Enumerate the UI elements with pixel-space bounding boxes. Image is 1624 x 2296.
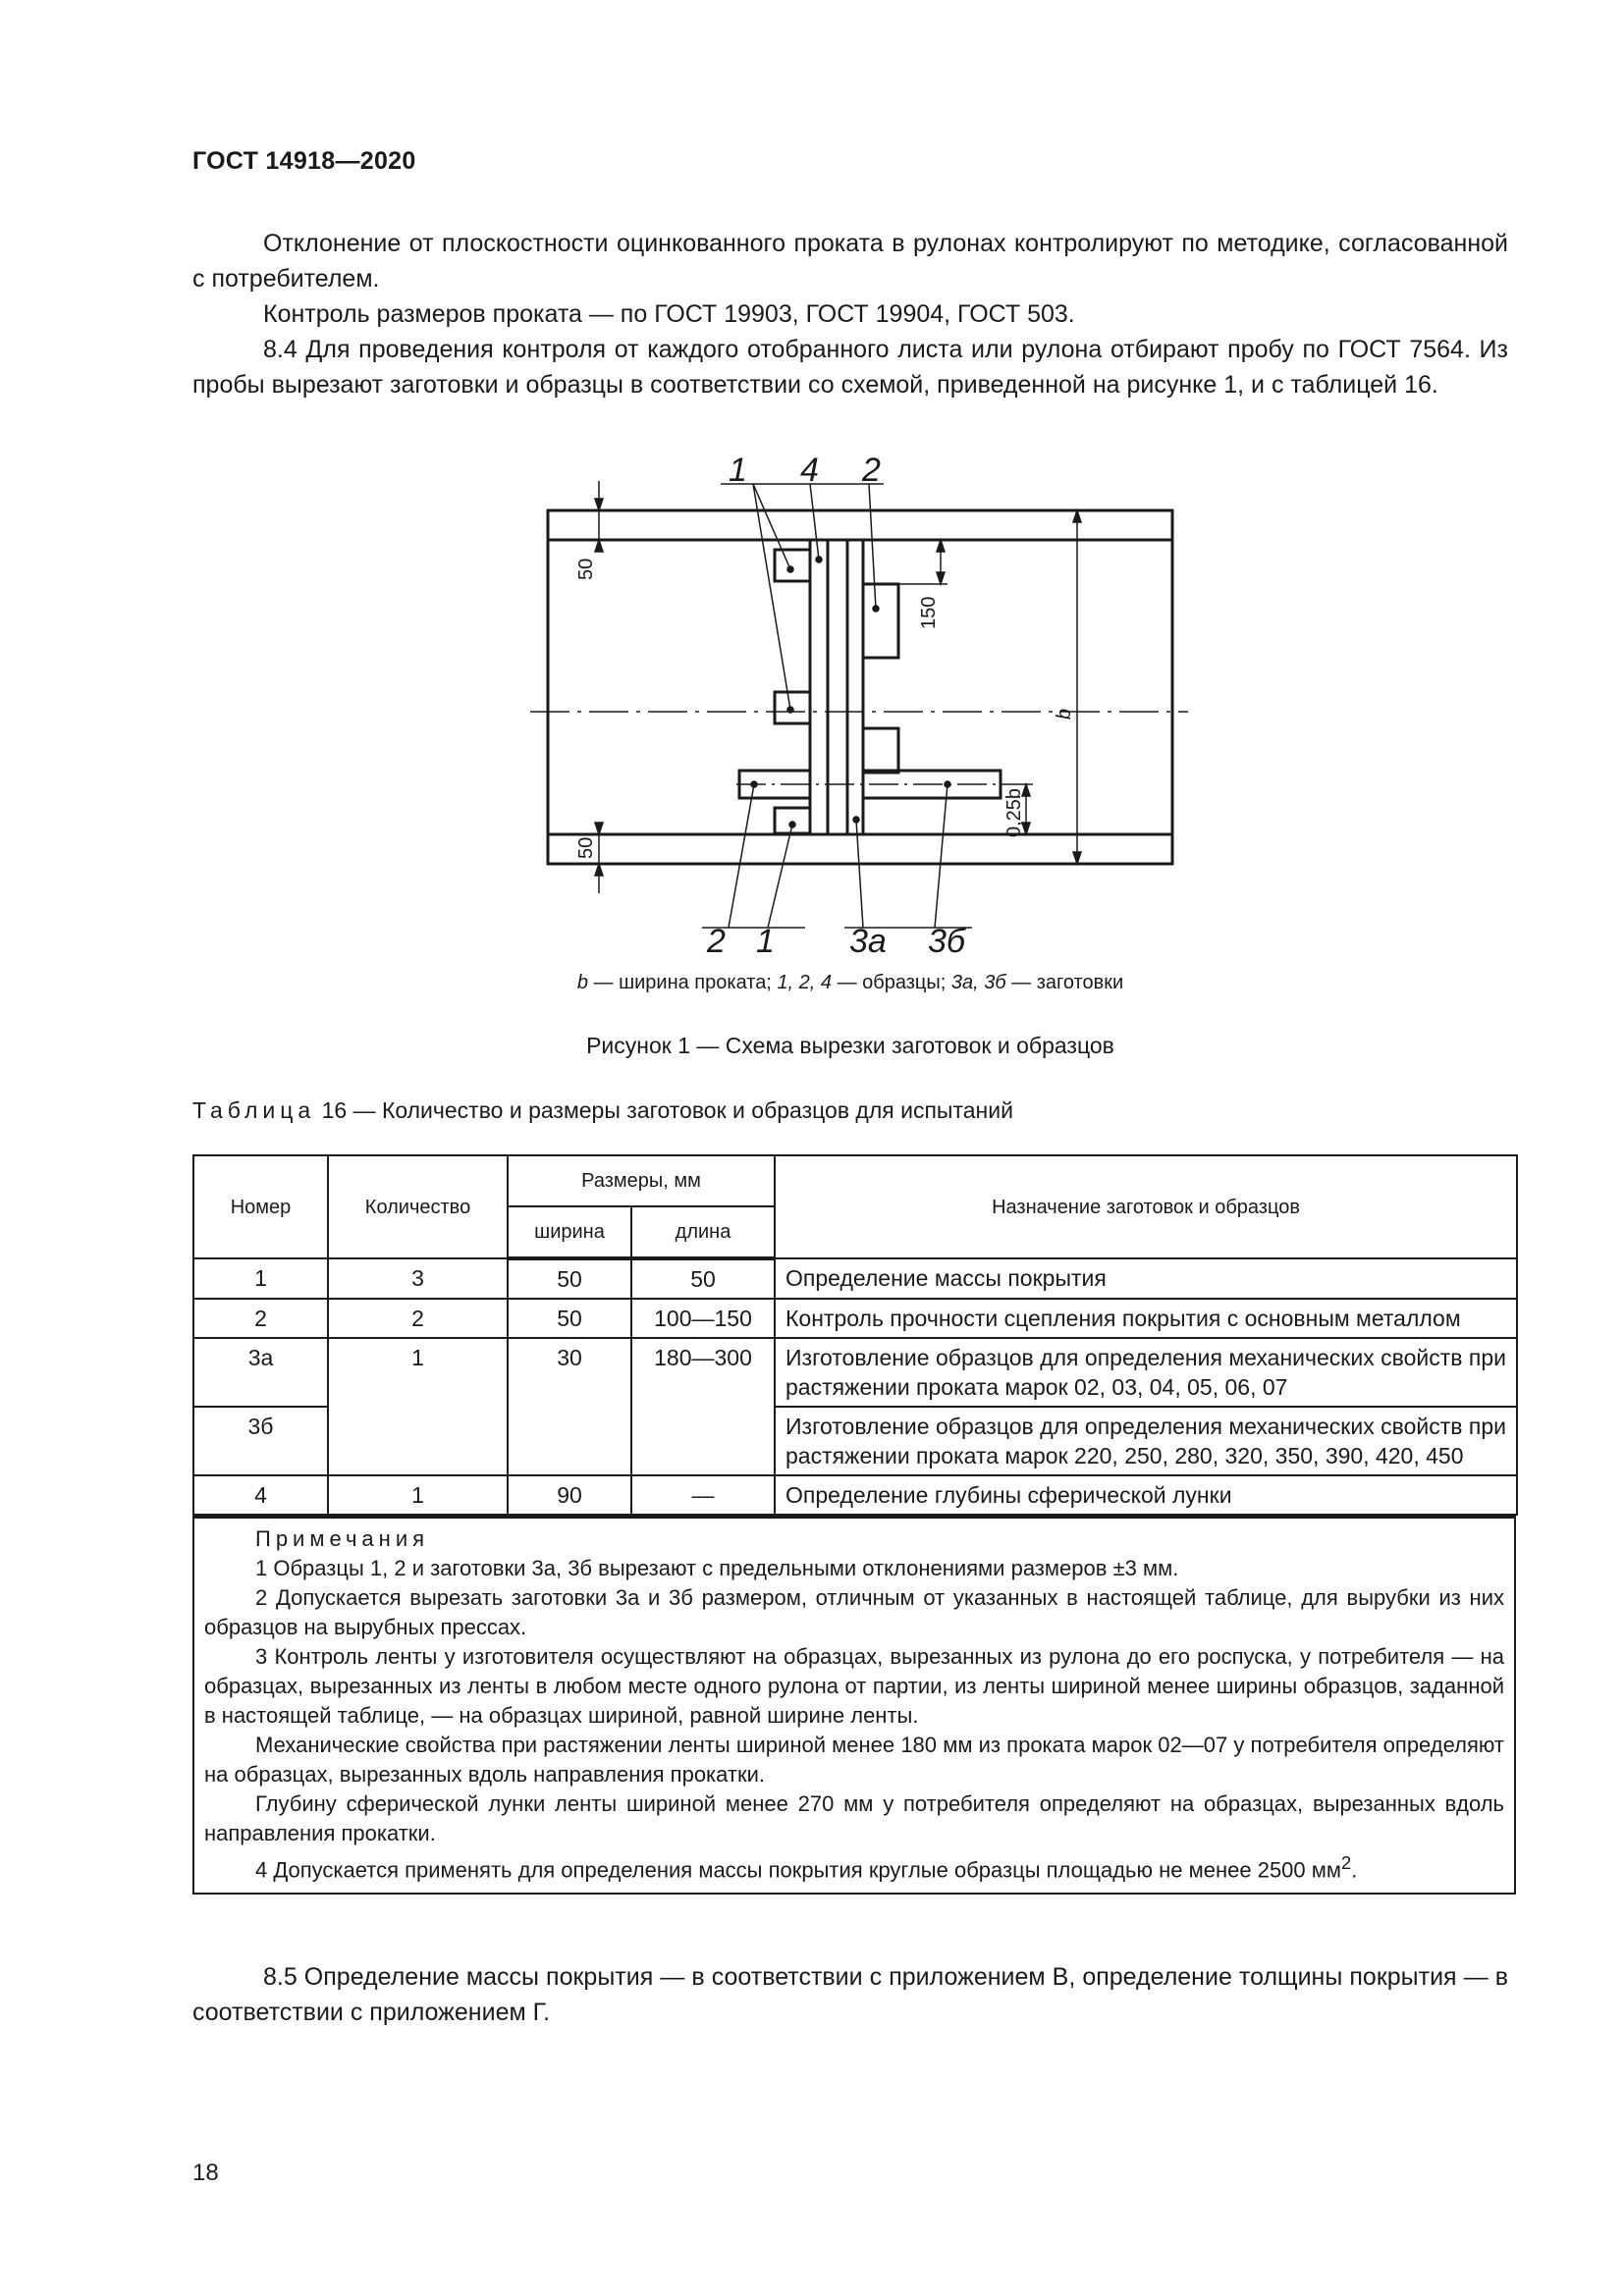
header-sizes: Размеры, мм bbox=[508, 1155, 775, 1206]
label-top-1: 1 bbox=[729, 452, 747, 489]
page-number: 18 bbox=[192, 2160, 219, 2186]
paragraph-8-5: 8.5 Определение массы покрытия — в соответствии с приложением В, определение толщины покрытия — в соответствии с приложением Г. bbox=[192, 1963, 1508, 2026]
intro-text bbox=[192, 226, 1508, 402]
figure-caption: Рисунок 1 — Схема вырезки заготовок и образцов bbox=[586, 1033, 1114, 1058]
cutting-scheme-drawing bbox=[511, 447, 1198, 957]
table-row: 2 2 50 100—150 Контроль прочности сцепления покрытия с основным металлом bbox=[193, 1299, 1517, 1338]
paragraph-8-4: 8.4 Для проведения контроля от каждого отобранного листа или рулона отбирают пробу по ГОСТ 7564. Из пробы вырезают заготовки и образцы в соответствии со схемой, приведенной на рисунке 1, и с таблицей 16. bbox=[192, 336, 1508, 399]
sample-4-strip bbox=[810, 540, 828, 834]
legend-b: b bbox=[576, 972, 588, 993]
closing-text bbox=[192, 1959, 1508, 2030]
figure-legend: b — ширина проката; 1, 2, 4 — образцы; 3а, 3б — заготовки bbox=[576, 972, 1124, 993]
dim-50-bottom: 50 bbox=[575, 836, 597, 859]
header-purpose: Назначение заготовок и образцов bbox=[775, 1155, 1517, 1258]
dim-50-top: 50 bbox=[575, 558, 597, 580]
label-bottom-1: 1 bbox=[756, 923, 775, 957]
legend-samples: 1, 2, 4 bbox=[777, 972, 833, 993]
table-row: 4 1 90 — Определение глубины сферической лунки bbox=[193, 1475, 1517, 1515]
sample-2-top bbox=[863, 584, 898, 658]
label-top-4: 4 bbox=[800, 452, 819, 489]
sample-3a-right bbox=[863, 728, 898, 773]
table-row: 3б Изготовление образцов для определения механических свойств при растяжении проката марок 220, 250, 280, 320, 350, 390, 420, 450 bbox=[193, 1407, 1517, 1475]
samples-table bbox=[192, 1154, 1518, 1516]
label-top-2: 2 bbox=[862, 452, 881, 489]
note-4: 4 Допускается применять для определения массы покрытия круглые образцы площадью не менее 2500 $мм^2$. bbox=[255, 1852, 1358, 1883]
cutting-scheme-figure bbox=[511, 447, 1198, 957]
table-notes bbox=[192, 1516, 1516, 1895]
notes-title: Примечания bbox=[255, 1526, 430, 1551]
sample-1-bottom bbox=[775, 808, 810, 833]
note-3-mech: Механические свойства при растяжении ленты шириной менее 180 мм из проката марок 02—07 у потребителя определяют на образцах, вырезанных вдоль направления прокатки. bbox=[204, 1733, 1504, 1787]
label-bottom-3a: 3а bbox=[849, 923, 887, 957]
header-length: длина bbox=[631, 1206, 775, 1258]
table-title: Таблица 16 — Количество и размеры заготовок и образцов для испытаний bbox=[192, 1097, 1013, 1123]
table-16 bbox=[192, 1154, 1516, 1895]
legend-blanks: 3а, 3б bbox=[950, 972, 1006, 993]
dim-b: b bbox=[1054, 708, 1075, 720]
dim-025b: 0,25b bbox=[1003, 787, 1025, 837]
paragraph-flatness: Отклонение от плоскостности оцинкованного проката в рулонах контролируют по методике, согласованной с потребителем. bbox=[192, 230, 1508, 293]
note-2: 2 Допускается вырезать заготовки 3а и 3б размером, отличным от указанных в настоящей таблице, для вырубки из них образцов на вырубных прессах. bbox=[204, 1585, 1504, 1639]
dim-150: 150 bbox=[918, 596, 940, 629]
note-3-depth: Глубину сферической лунки ленты шириной менее 270 мм у потребителя определяют на образцах, вырезанных вдоль направления прокатки. bbox=[204, 1791, 1504, 1845]
note-1: 1 Образцы 1, 2 и заготовки 3а, 3б вырезают с предельными отклонениями размеров ±3 мм. bbox=[255, 1556, 1179, 1580]
page-header: ГОСТ 14918—2020 bbox=[192, 147, 416, 175]
table-row: 3а 1 30 180—300 Изготовление образцов для определения механических свойств при растяжении проката марок 02, 03, 04, 05, 06, 07 bbox=[193, 1338, 1517, 1407]
blank-3a-strip bbox=[847, 540, 863, 834]
strip-outline bbox=[548, 510, 1172, 864]
table-row: 1 3 50 50 Определение массы покрытия bbox=[193, 1258, 1517, 1299]
paragraph-dimensions: Контроль размеров проката — по ГОСТ 19903, ГОСТ 19904, ГОСТ 503. bbox=[263, 300, 1075, 328]
header-quantity: Количество bbox=[328, 1155, 508, 1258]
header-width: ширина bbox=[508, 1206, 631, 1258]
note-3: 3 Контроль ленты у изготовителя осуществляют на образцах, вырезанных из рулона до его роспуска, у потребителя — на образцах, вырезанных из ленты в любом месте одного рулона от партии, из ленты шириной менее ширины образцов, заданной в настоящей таблице, — на образцах шириной, равной ширине ленты. bbox=[204, 1644, 1504, 1728]
sample-1-top bbox=[775, 550, 810, 581]
label-bottom-2: 2 bbox=[707, 923, 726, 957]
header-number: Номер bbox=[193, 1155, 328, 1258]
label-bottom-3b: 3б bbox=[928, 923, 966, 957]
